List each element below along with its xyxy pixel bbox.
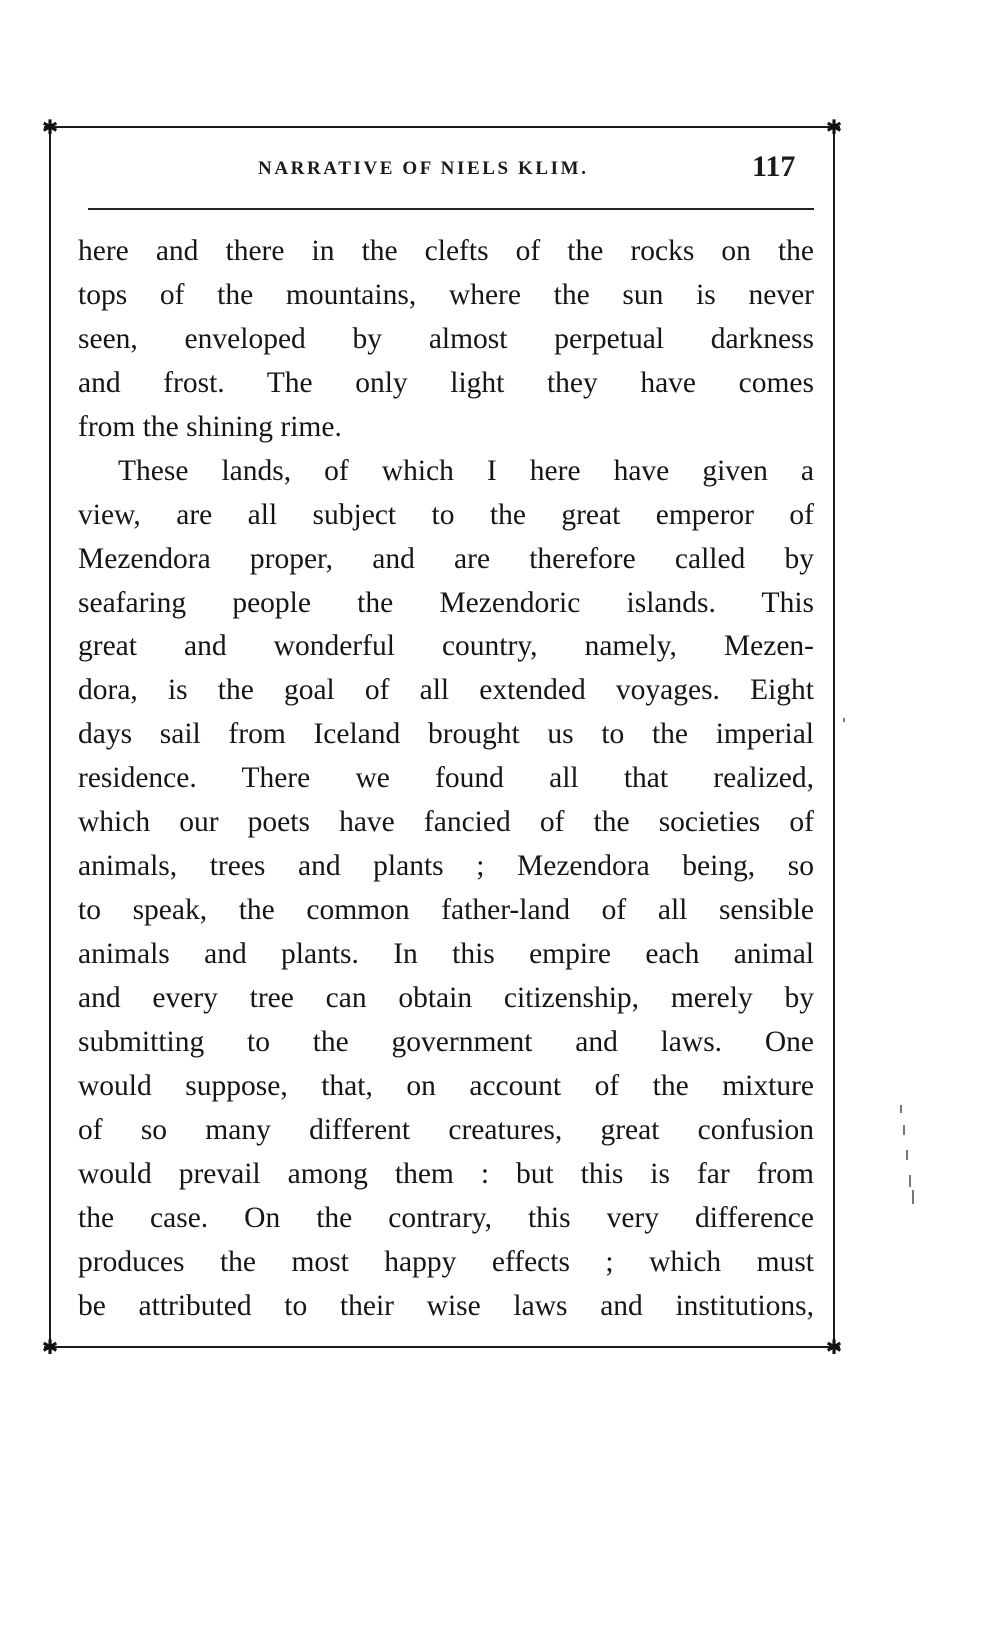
text-line: be attributed to their wise laws and institutions, bbox=[78, 1289, 814, 1322]
body-text bbox=[78, 230, 814, 1328]
left-border-rule bbox=[49, 126, 51, 1348]
right-border-rule bbox=[833, 126, 835, 1348]
text-line: to speak, the common father-land of all sensible bbox=[78, 894, 814, 927]
corner-ornament-top-left: ✱ bbox=[41, 115, 59, 139]
text-line: seafaring people the Mezendoric islands. This bbox=[78, 586, 814, 619]
text-line: produces the most happy effects ; which must bbox=[78, 1245, 814, 1278]
top-border-rule bbox=[44, 126, 840, 128]
text-line: of so many different creatures, great confusion bbox=[78, 1113, 814, 1146]
scan-speck bbox=[906, 1150, 908, 1160]
scan-speck bbox=[903, 1125, 905, 1135]
text-line: and frost. The only light they have comes bbox=[78, 366, 814, 399]
text-line: would prevail among them : but this is far from bbox=[78, 1157, 814, 1190]
text-line: submitting to the government and laws. One bbox=[78, 1025, 814, 1058]
text-line: which our poets have fancied of the societies of bbox=[78, 806, 814, 839]
corner-ornament-bottom-right: ✱ bbox=[825, 1335, 843, 1359]
text-line: animals, trees and plants ; Mezendora being, so bbox=[78, 850, 814, 883]
bottom-border-rule bbox=[44, 1346, 840, 1348]
text-line: the case. On the contrary, this very difference bbox=[78, 1201, 814, 1234]
text-line: residence. There we found all that realized, bbox=[78, 762, 814, 795]
text-line: days sail from Iceland brought us to the imperial bbox=[78, 718, 814, 751]
corner-ornament-top-right: ✱ bbox=[825, 115, 843, 139]
text-line: great and wonderful country, namely, Mezen- bbox=[78, 630, 814, 663]
text-line: here and there in the clefts of the rocks on the bbox=[78, 235, 814, 267]
scan-speck bbox=[909, 1175, 911, 1187]
corner-ornament-bottom-left: ✱ bbox=[41, 1335, 59, 1359]
scan-speck bbox=[900, 1105, 902, 1113]
text-line: dora, is the goal of all extended voyages. Eight bbox=[78, 674, 814, 707]
text-line: would suppose, that, on account of the mixture bbox=[78, 1069, 814, 1102]
paragraph-start-line: These lands, of which I here have given a bbox=[118, 454, 814, 487]
text-line: Mezendora proper, and are therefore called by bbox=[78, 542, 814, 575]
running-title: NARRATIVE OF NIELS KLIM. bbox=[258, 158, 589, 179]
text-line: seen, enveloped by almost perpetual darkness bbox=[78, 322, 814, 355]
scan-speck bbox=[843, 718, 845, 722]
header-rule bbox=[88, 208, 814, 210]
page-number: 117 bbox=[752, 150, 796, 183]
scan-speck bbox=[912, 1190, 914, 1204]
text-line: animals and plants. In this empire each animal bbox=[78, 938, 814, 970]
text-line: from the shining rime. bbox=[78, 410, 342, 443]
text-line: view, are all subject to the great emperor of bbox=[78, 498, 814, 531]
text-line: tops of the mountains, where the sun is never bbox=[78, 278, 814, 311]
text-line: and every tree can obtain citizenship, merely by bbox=[78, 981, 814, 1014]
